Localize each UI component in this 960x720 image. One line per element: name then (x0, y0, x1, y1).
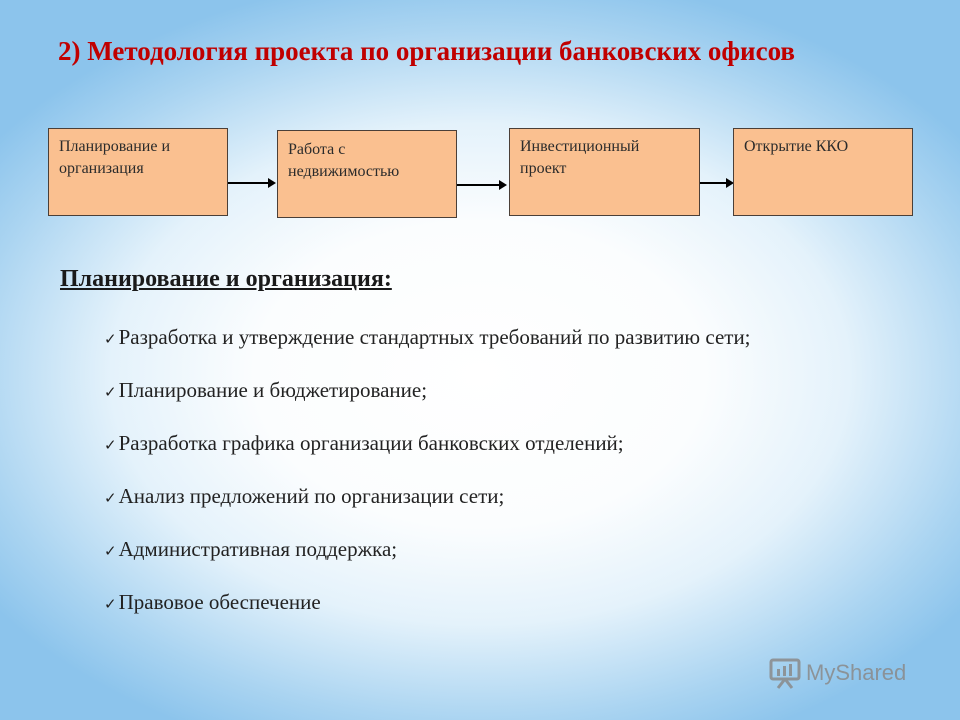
watermark (768, 656, 906, 690)
checkmark-icon: ✓ (104, 595, 117, 613)
list-item (104, 479, 884, 515)
list-item (104, 426, 884, 462)
flow-step-investment: Инвестиционный проект (509, 128, 700, 216)
checkmark-icon: ✓ (104, 489, 117, 507)
list-item (104, 585, 884, 621)
flow-arrow-1 (228, 182, 274, 184)
list-item-text: Разработка графика организации банковских отделений; (118, 431, 624, 455)
flow-step-opening: Открытие ККО (733, 128, 913, 216)
list-item-text: Правовое обеспечение (118, 590, 321, 614)
checklist (104, 320, 884, 638)
section-heading: Планирование и организация: (60, 266, 392, 292)
list-item-text: Административная поддержка; (118, 537, 398, 561)
checkmark-icon: ✓ (104, 330, 117, 348)
watermark-text: MyShared (806, 660, 907, 685)
checkmark-icon: ✓ (104, 436, 117, 454)
list-item (104, 532, 884, 568)
checkmark-icon: ✓ (104, 383, 117, 401)
flow-step-real-estate: Работа с недвижимостью (277, 130, 457, 218)
list-item (104, 320, 884, 356)
flow-arrow-2 (457, 184, 505, 186)
list-item-text: Анализ предложений по организации сети; (118, 484, 505, 508)
checkmark-icon: ✓ (104, 542, 117, 560)
flow-step-planning: Планирование и организация (48, 128, 228, 216)
presentation-board-icon (768, 656, 802, 690)
list-item (104, 373, 884, 409)
slide-title: 2) Методология проекта по организации банковских офисов (58, 36, 796, 66)
flow-arrow-3 (700, 182, 732, 184)
list-item-text: Планирование и бюджетирование; (118, 378, 428, 402)
list-item-text: Разработка и утверждение стандартных требований по развитию сети; (118, 325, 751, 349)
